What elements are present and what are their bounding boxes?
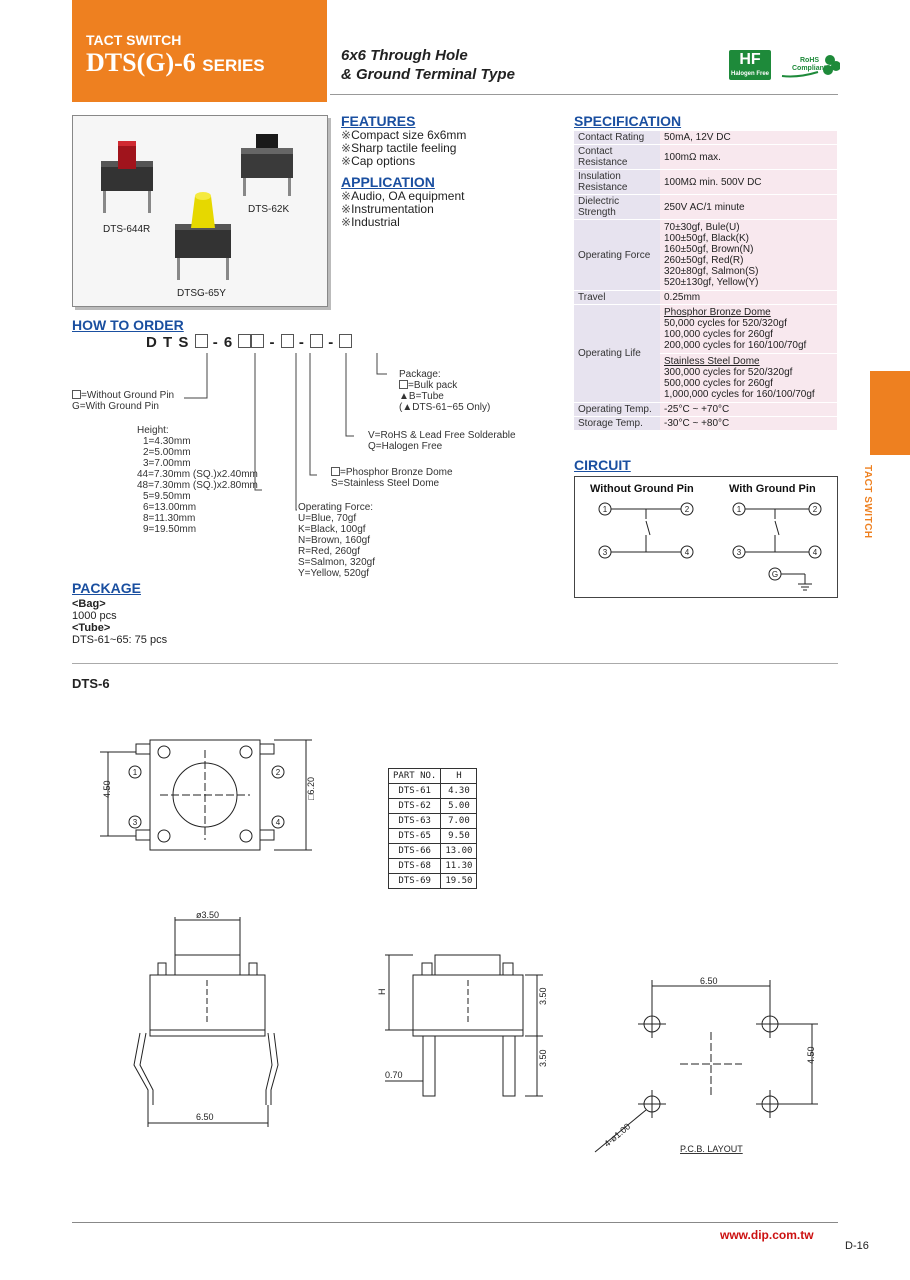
svg-text:3: 3 (736, 548, 742, 557)
svg-text:2: 2 (684, 505, 690, 514)
feature-item: ※Compact size 6x6mm (341, 128, 467, 142)
features-title: FEATURES (341, 113, 416, 129)
how-to-order-title: HOW TO ORDER (72, 317, 184, 333)
label-red: DTS-644R (103, 224, 151, 235)
svg-text:RoHS: RoHS (800, 57, 820, 64)
spec-row: Insulation Resistance 100MΩ min. 500V DC (574, 170, 837, 195)
subtitle: 6x6 Through Hole & Ground Terminal Type (341, 47, 515, 83)
ground-pin-options: =Without Ground Pin G=With Ground Pin (72, 390, 175, 412)
specification-title: SPECIFICATION (574, 113, 682, 129)
footer-rule (72, 1222, 838, 1223)
dome-options: =Phosphor Bronze Dome S=Stainless Steel Dome (331, 467, 453, 489)
spec-row: Contact Rating 50mA, 12V DC (574, 131, 837, 145)
order-code: D T S - 6 - - - (146, 334, 352, 351)
svg-text:1: 1 (602, 505, 608, 514)
spec-table (574, 131, 837, 431)
table-row: DTS-65 9.50 (389, 829, 477, 844)
halogen-free-logo: HF Halogen Free (729, 50, 771, 80)
svg-text:With Ground Pin: With Ground Pin (729, 483, 816, 495)
svg-text:ø3.50: ø3.50 (196, 910, 220, 920)
section-divider (72, 663, 838, 664)
circuit-title: CIRCUIT (574, 457, 631, 473)
footer-url[interactable]: www.dip.com.tw (720, 1228, 814, 1242)
table-row: DTS-63 7.00 (389, 814, 477, 829)
application-item: ※Industrial (341, 215, 400, 229)
svg-text:H: H (377, 988, 387, 995)
svg-text:4-ø1.00: 4-ø1.00 (602, 1121, 633, 1149)
application-item: ※Instrumentation (341, 202, 434, 216)
page-number: D-16 (845, 1240, 869, 1252)
table-row: DTS-61 4.30 (389, 784, 477, 799)
series-title: DTS(G)-6 SERIES (86, 48, 265, 77)
svg-text:4: 4 (812, 548, 818, 557)
category-label: TACT SWITCH (86, 32, 182, 48)
rohs-logo (778, 52, 840, 80)
switch-illustrations (73, 116, 329, 308)
svg-text:3: 3 (132, 818, 138, 827)
svg-text:1: 1 (736, 505, 742, 514)
feature-item: ※Cap options (341, 154, 416, 168)
spec-row: Operating Force 70±30gf, Bule(U) 100±50gf, Black(K) 160±50gf, Brown(N) 260±50gf, Red(R) 320±80gf, Salmon(S) 520±130gf, Yellow(Y) (574, 220, 837, 291)
spec-row: Operating Life Phosphor Bronze Dome 50,000 cycles for 520/320gf 100,000 cycles for 260gf 200,000 cycles for 160/100/70gf Stainless Steel Dome 300,000 cycles for 520/320gf 500,000 cycles for 260gf 1,000,000 cycles for 160/100/70gf (574, 305, 837, 403)
svg-text:Compliant: Compliant (792, 65, 827, 72)
svg-text:G: G (771, 570, 779, 579)
header-rule (330, 94, 838, 95)
product-photo (72, 115, 328, 307)
svg-text:4.50: 4.50 (806, 1046, 816, 1064)
label-yellow: DTSG-65Y (177, 288, 226, 299)
package-title: PACKAGE (72, 580, 141, 596)
header-banner (72, 0, 327, 102)
spec-row: Storage Temp. -30°C ~ +80°C (574, 417, 837, 431)
spec-row: Contact Resistance 100mΩ max. (574, 145, 837, 170)
table-row: DTS-69 19.50 (389, 874, 477, 889)
clover-icon (778, 52, 840, 80)
application-item: ※Audio, OA equipment (341, 189, 465, 203)
top-view-drawing (80, 730, 340, 870)
spec-table-wrap (574, 131, 837, 431)
svg-text:6.50: 6.50 (196, 1112, 214, 1122)
side-tab-text: TACT SWITCH (862, 465, 873, 539)
application-title: APPLICATION (341, 174, 435, 190)
spec-row: Travel 0.25mm (574, 291, 837, 305)
svg-text:4: 4 (684, 548, 690, 557)
force-options: Operating Force: U=Blue, 70gf K=Black, 100gf N=Brown, 160gf R=Red, 260gf S=Salmon, 320gf Y=Yellow, 520gf (298, 502, 375, 579)
spec-row: Operating Temp. -25°C ~ +70°C (574, 403, 837, 417)
height-options: Height: 1=4.30mm 2=5.00mm 3=7.00mm 44=7.30mm (SQ.)x2.40mm 48=7.30mm (SQ.)x2.80mm 5=9.50mm 6=13.00mm 8=11.30mm 9=19.50mm (137, 425, 258, 535)
table-row: DTS-66 13.00 (389, 844, 477, 859)
black-switch-image (241, 134, 293, 196)
parts-table-wrap (388, 768, 477, 889)
parts-table: PART NO. H DTS-61 4.30 DTS-62 5.00 DTS-63 7.00 DTS-65 9.50 DTS-66 13.00 DTS-68 11.30 DTS-69 19.50 (388, 768, 477, 889)
table-row: DTS-62 5.00 (389, 799, 477, 814)
svg-text:3: 3 (602, 548, 608, 557)
svg-text:4.50: 4.50 (102, 780, 112, 798)
svg-text:2: 2 (812, 505, 818, 514)
circuit-diagram (575, 477, 837, 597)
svg-text:3.50: 3.50 (538, 1049, 548, 1067)
pcb-layout-drawing (590, 972, 830, 1162)
svg-text:4: 4 (275, 818, 281, 827)
svg-text:□6.20: □6.20 (306, 777, 316, 800)
side-tab (870, 371, 910, 455)
svg-text:2: 2 (275, 768, 281, 777)
svg-text:6.50: 6.50 (700, 976, 718, 986)
side-view-drawing (120, 905, 300, 1135)
yellow-switch-image (175, 192, 231, 280)
rohs-options: V=RoHS & Lead Free Solderable Q=Halogen Free (368, 430, 516, 452)
red-switch-image (101, 141, 153, 213)
svg-text:3.50: 3.50 (538, 987, 548, 1005)
spec-row: Dielectric Strength 250V AC/1 minute (574, 195, 837, 220)
svg-text:P.C.B. LAYOUT: P.C.B. LAYOUT (680, 1144, 743, 1154)
svg-text:0.70: 0.70 (385, 1070, 403, 1080)
front-view-drawing (375, 945, 555, 1115)
package-options: Package: =Bulk pack ▲B=Tube (▲DTS-61~65 Only) (399, 369, 491, 413)
svg-text:1: 1 (132, 768, 138, 777)
feature-item: ※Sharp tactile feeling (341, 141, 457, 155)
features-section (341, 113, 466, 229)
circuit-box (574, 476, 838, 598)
drawing-title: DTS-6 (72, 676, 110, 691)
table-row: DTS-68 11.30 (389, 859, 477, 874)
package-section: PACKAGE <Bag> 1000 pcs <Tube> DTS-61~65: 75 pcs (72, 580, 168, 646)
label-black: DTS-62K (248, 204, 290, 215)
svg-text:Without Ground Pin: Without Ground Pin (590, 483, 694, 495)
